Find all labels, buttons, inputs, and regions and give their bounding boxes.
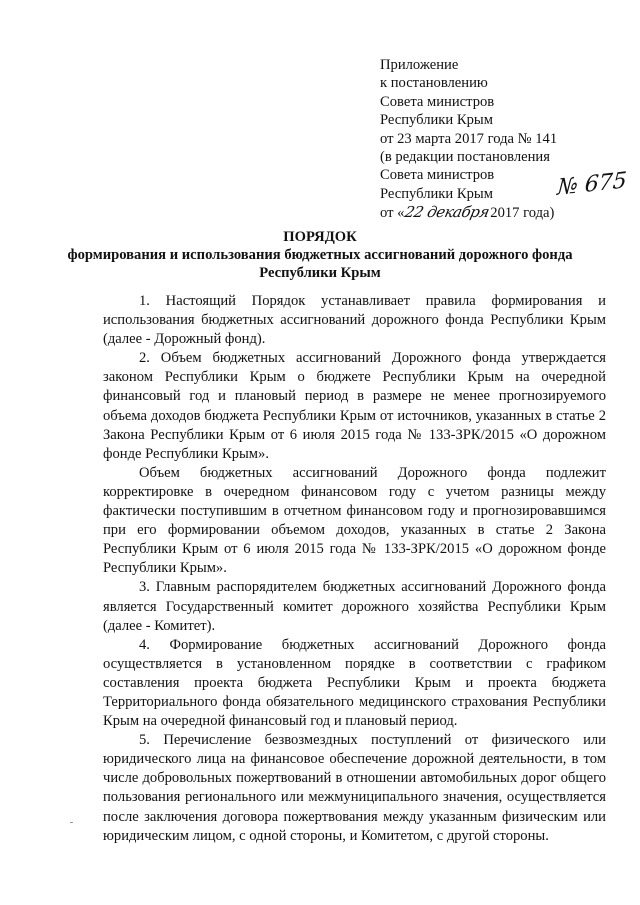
scan-speck (70, 822, 73, 823)
handwritten-date: 22 декабря (403, 203, 492, 222)
appendix-line: Совета министров (380, 167, 495, 184)
amendment-date-line (380, 203, 557, 222)
appendix-line: от 23 марта 2017 года № 141 (380, 130, 558, 147)
document-title (0, 228, 640, 282)
appendix-line: Совета министров (380, 93, 495, 110)
title-line-3: Республики Крым (259, 265, 381, 281)
handwritten-decree-number: № 675 (556, 168, 628, 201)
appendix-line: Республики Крым (380, 185, 493, 202)
date-suffix: 2017 года) (490, 205, 555, 222)
title-line-1: ПОРЯДОК (283, 229, 357, 245)
date-prefix: от « (380, 205, 405, 222)
appendix-line: к постановлению (380, 75, 488, 92)
paragraph-5: 5. Перечисление безвозмездных поступлений от физического или юридического лица на финансовое обеспечение дорожной деятельности, в том числе добровольных пожертвований в отношении автомобильных дорог общего пользования регионального или межмуниципального значения, осуществляется после заключения договора пожертвования между указанным физическим или юридическим лицом, с одной стороны, и Комитетом, с другой стороны. (103, 732, 606, 844)
appendix-line: Республики Крым (380, 112, 493, 129)
paragraph-2: 2. Объем бюджетных ассигнований Дорожного фонда утверждается законом Республики Крым о бюджете Республики Крым на очередной финансовый год и плановый период в размере не менее прогнозируемого объема доходов бюджета Республики Крым от источников, указанных в статье 2 Закона Республики Крым от 6 июля 2015 года № 133-ЗРК/2015 «О дорожном фонде Республики Крым». (103, 350, 606, 462)
paragraph-2-continued: Объем бюджетных ассигнований Дорожного фонда подлежит корректировке в очередном финансовом году с учетом разницы между фактически поступившим в отчетном финансовом году и прогнозировавшимся при его формировании объемом доходов, указанных в статье 2 Закона Республики Крым от 6 июля 2015 года № 133-ЗРК/2015 «О дорожном фонде Республики Крым». (103, 464, 606, 577)
appendix-line: (в редакции постановления (380, 149, 550, 166)
paragraph-1: 1. Настоящий Порядок устанавливает правила формирования и использования бюджетных ассигнований дорожного фонда Республики Крым (далее - Дорожный фонд). (103, 293, 606, 348)
title-line-2: формирования и использования бюджетных ассигнований дорожного фонда (67, 247, 573, 263)
paragraph-3: 3. Главным распорядителем бюджетных ассигнований Дорожного фонда является Государственный комитет дорожного хозяйства Республики Крым (далее - Комитет). (103, 579, 606, 634)
document-body (103, 292, 606, 846)
appendix-block (380, 56, 557, 223)
paragraph-4: 4. Формирование бюджетных ассигнований Дорожного фонда осуществляется в установленном порядке в соответствии с графиком составления проекта бюджета Республики Крым и проекта бюджета Территориального фонда обязательного медицинского страхования Республики Крым на очередной финансовый год и плановый период. (103, 636, 606, 730)
appendix-line: Приложение (380, 57, 459, 73)
